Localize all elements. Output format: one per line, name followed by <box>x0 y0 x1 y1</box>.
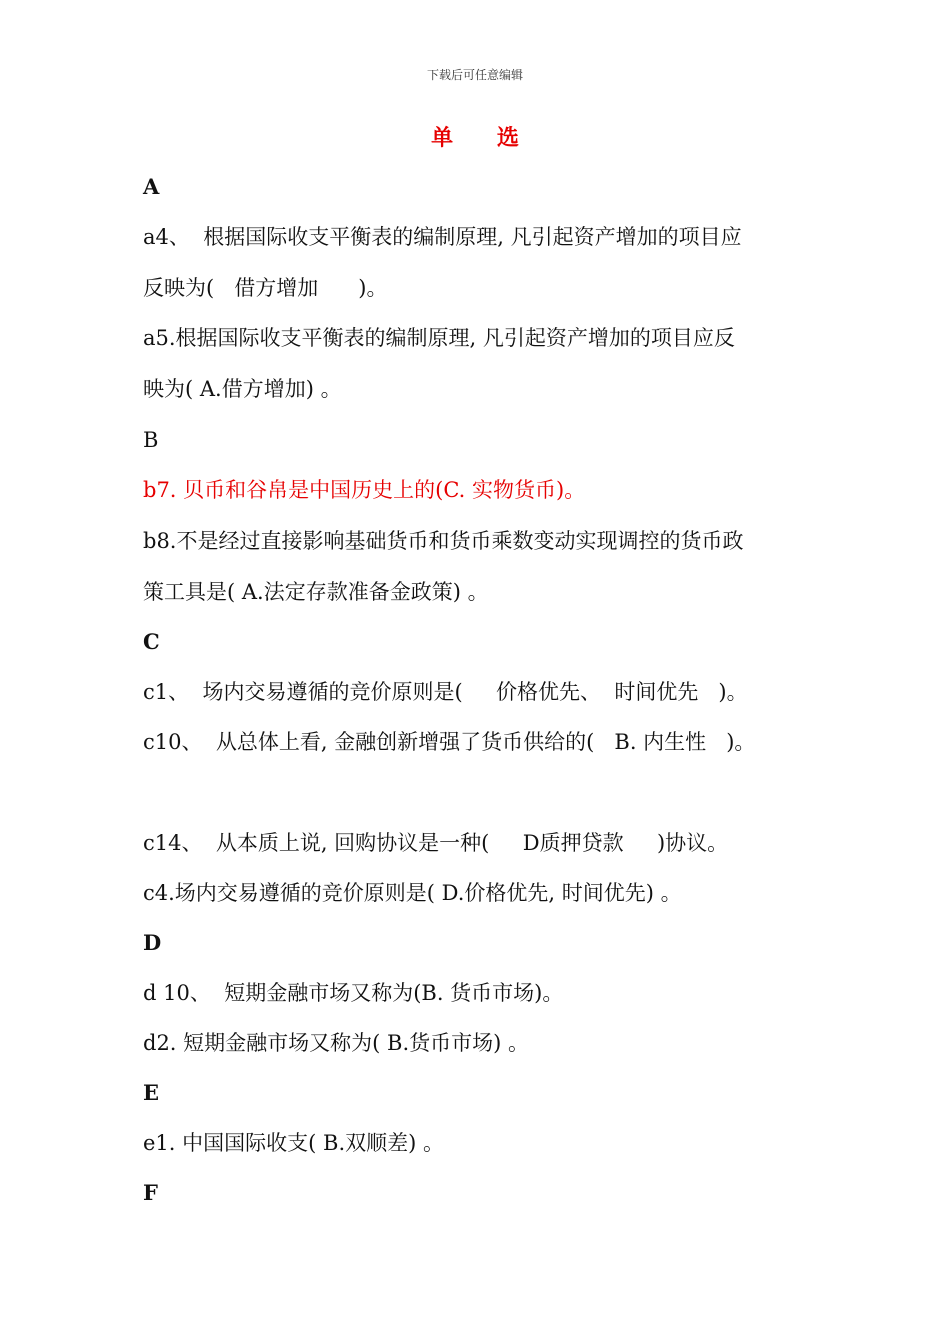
question-a5-line2: 映为( A.借方增加) 。 <box>143 377 342 401</box>
page-title: 单 选 <box>431 125 537 151</box>
question-c4: c4.场内交易遵循的竞价原则是( D.价格优先, 时间优先) 。 <box>143 881 682 905</box>
question-e1: e1. 中国国际收支( B.双顺差) 。 <box>143 1131 444 1155</box>
question-b8-line2: 策工具是( A.法定存款准备金政策) 。 <box>143 580 489 604</box>
question-c1: c1、 场内交易遵循的竞价原则是( 价格优先、 时间优先 )。 <box>143 680 748 704</box>
question-a5-line1: a5.根据国际收支平衡表的编制原理, 凡引起资产增加的项目应反 <box>143 326 735 350</box>
header-note: 下载后可任意编辑 <box>426 68 523 82</box>
question-a4-line2: 反映为( 借方增加 )。 <box>143 276 388 300</box>
question-d10: d 10、 短期金融市场又称为(B. 货币市场)。 <box>143 981 564 1005</box>
section-letter-f: F <box>143 1180 158 1205</box>
question-b8-line1: b8.不是经过直接影响基础货币和货币乘数变动实现调控的货币政 <box>143 529 744 553</box>
section-letter-e: E <box>143 1080 160 1105</box>
question-d2: d2. 短期金融市场又称为( B.货币市场) 。 <box>143 1031 529 1055</box>
question-c10: c10、 从总体上看, 金融创新增强了货币供给的( B. 内生性 )。 <box>143 730 756 754</box>
section-letter-b: B <box>143 428 159 452</box>
question-b7: b7. 贝币和谷帛是中国历史上的(C. 实物货币)。 <box>143 478 586 502</box>
section-letter-a: A <box>143 174 160 199</box>
question-a4-line1: a4、 根据国际收支平衡表的编制原理, 凡引起资产增加的项目应 <box>143 225 742 249</box>
section-letter-c: C <box>143 629 160 654</box>
question-c14: c14、 从本质上说, 回购协议是一种( D质押贷款 )协议。 <box>143 831 729 855</box>
section-letter-d: D <box>143 930 162 955</box>
